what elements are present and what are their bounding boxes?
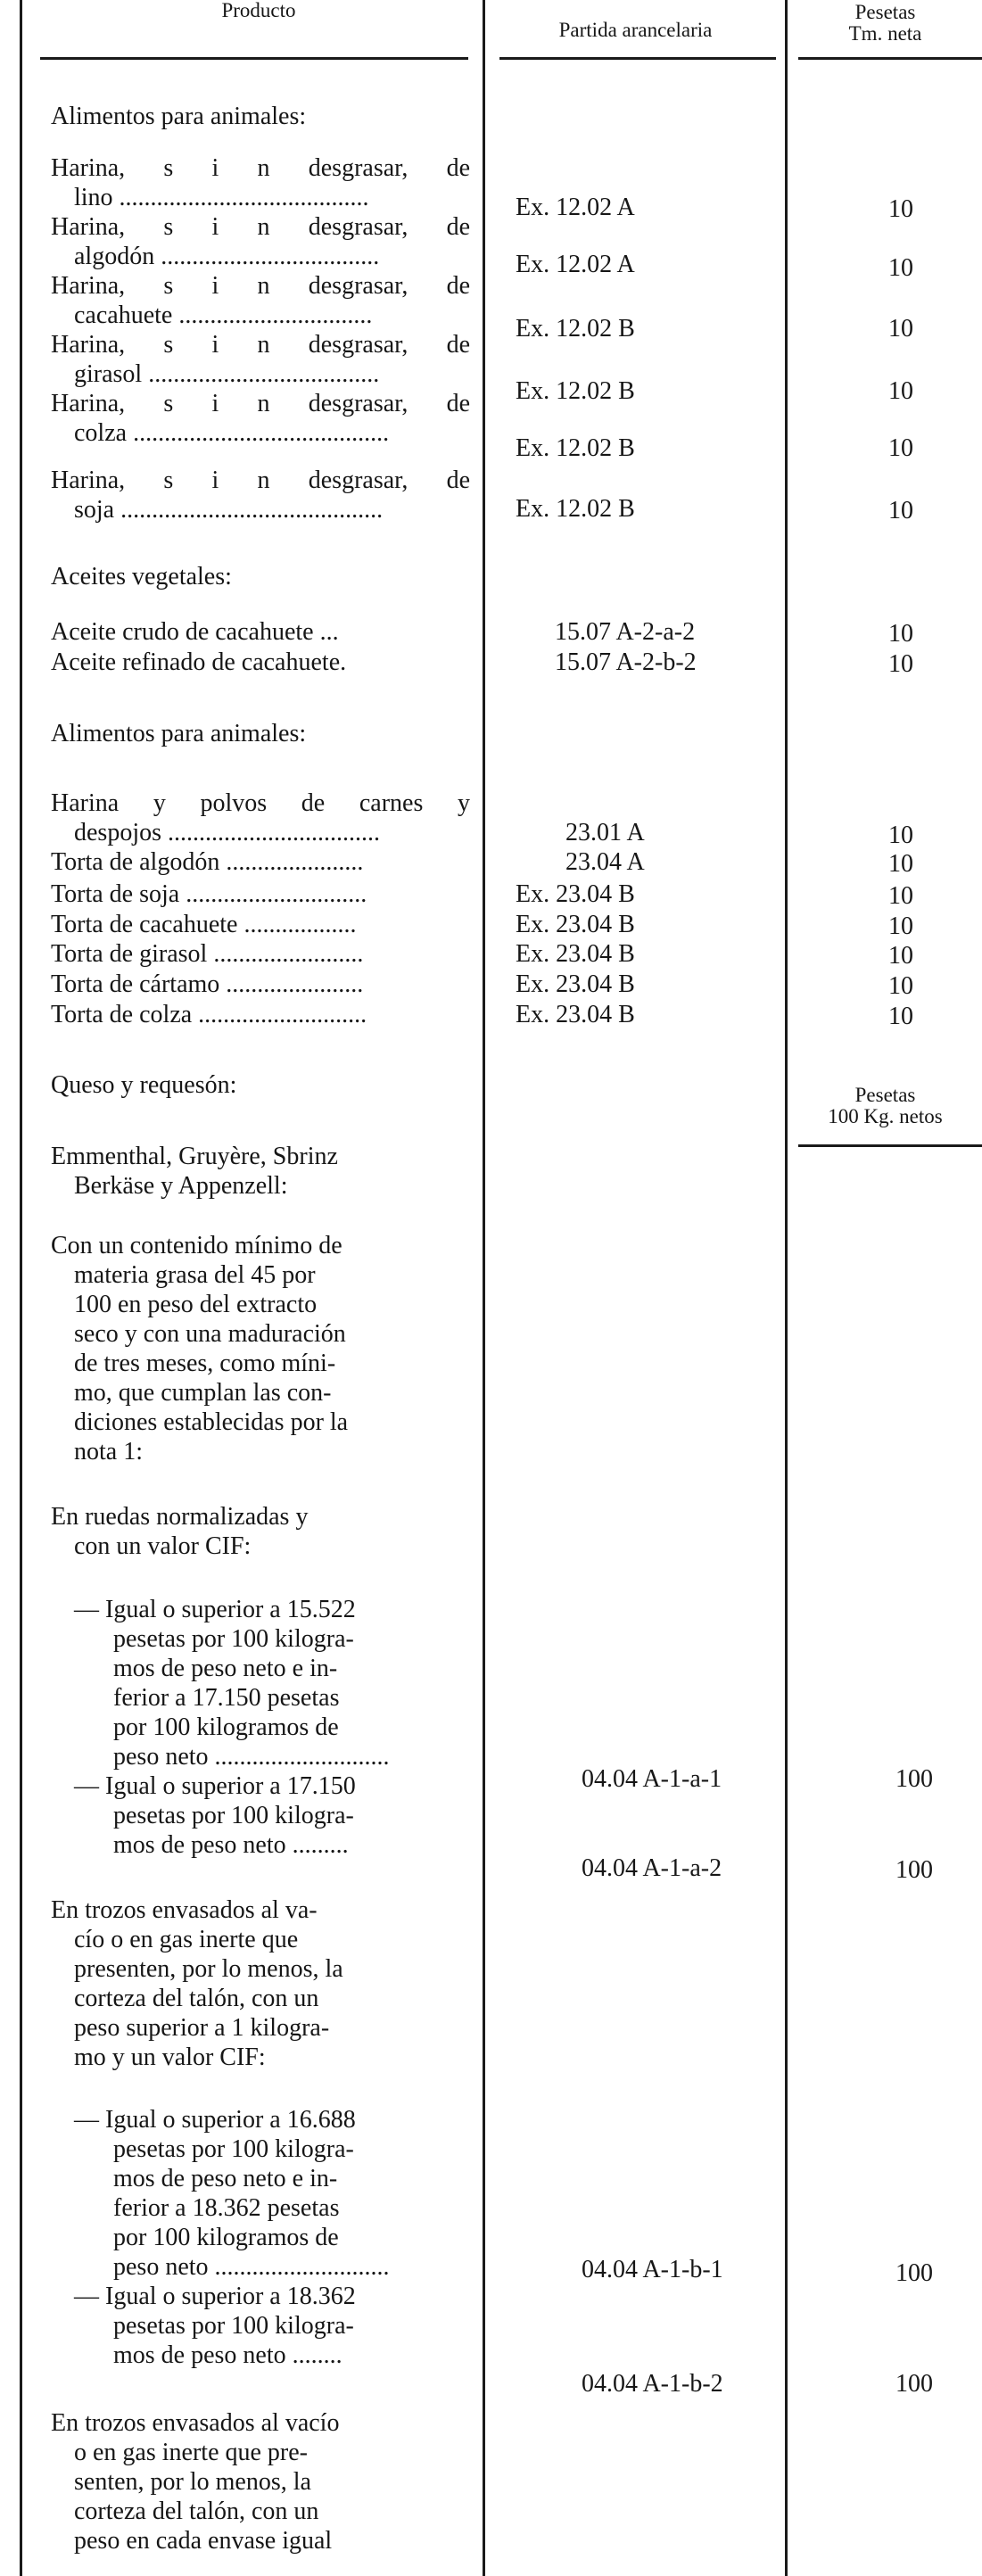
tariff-code: Ex. 12.02 B bbox=[516, 434, 635, 462]
pesetas-value: 10 bbox=[888, 497, 913, 524]
paragraph-line: de tres meses, como míni- bbox=[74, 1350, 336, 1377]
header-pesetas-tm-1: Pesetas bbox=[854, 1, 916, 23]
tariff-code: 23.01 A bbox=[565, 819, 645, 846]
bullet-line: pesetas por 100 kilogra- bbox=[113, 1802, 354, 1829]
section-heading: Alimentos para animales: bbox=[51, 720, 307, 747]
paragraph-line: diciones establecidas por la bbox=[74, 1408, 349, 1436]
paragraph-line: mo y un valor CIF: bbox=[74, 2043, 266, 2071]
tariff-code: 15.07 A-2-a-2 bbox=[555, 618, 696, 646]
pesetas-value: 10 bbox=[888, 972, 913, 1000]
pesetas-value: 10 bbox=[888, 850, 913, 878]
pesetas-value: 10 bbox=[888, 1003, 913, 1030]
pesetas-value: 100 bbox=[895, 2259, 933, 2287]
column-divider-2 bbox=[785, 0, 788, 2576]
tariff-code: Ex. 23.04 B bbox=[516, 1001, 635, 1028]
paragraph-line: nota 1: bbox=[74, 1438, 143, 1466]
product-line: cacahuete ............................... bbox=[74, 301, 373, 329]
tariff-code: Ex. 12.02 B bbox=[516, 495, 635, 523]
product-line: Harina, s i n desgrasar, de bbox=[51, 466, 470, 494]
pesetas-value: 10 bbox=[888, 620, 913, 648]
tariff-code: Ex. 23.04 B bbox=[516, 970, 635, 998]
paragraph-line: o en gas inerte que pre- bbox=[74, 2439, 308, 2466]
paragraph-line: En trozos envasados al vacío bbox=[51, 2409, 340, 2437]
pesetas-value: 10 bbox=[888, 434, 913, 462]
paragraph-line: mo, que cumplan las con- bbox=[74, 1379, 332, 1407]
product-line: Torta de girasol ........................ bbox=[51, 940, 364, 968]
column-divider-1 bbox=[483, 0, 485, 2576]
pesetas-value: 10 bbox=[888, 942, 913, 970]
bullet-line: mos de peso neto ........ bbox=[113, 2341, 342, 2369]
product-line: Torta de colza ........................... bbox=[51, 1001, 367, 1028]
subheader-rule-pesetas-kg bbox=[798, 1144, 982, 1147]
paragraph-line: cío o en gas inerte que bbox=[74, 1926, 299, 1953]
bullet-line: — Igual o superior a 18.362 bbox=[74, 2283, 356, 2310]
header-pesetas-tm-2: Tm. neta bbox=[848, 22, 922, 45]
pesetas-value: 10 bbox=[888, 912, 913, 940]
bullet-line: — Igual o superior a 15.522 bbox=[74, 1596, 356, 1623]
bullet-line: por 100 kilogramos de bbox=[113, 1713, 339, 1741]
pesetas-value: 10 bbox=[888, 822, 913, 849]
paragraph-line: En ruedas normalizadas y bbox=[51, 1503, 309, 1531]
product-line: Torta de algodón ...................... bbox=[51, 848, 364, 876]
bullet-line: peso neto ............................ bbox=[113, 2253, 390, 2281]
tariff-code: 23.04 A bbox=[565, 848, 645, 876]
subsection-heading: Emmenthal, Gruyère, Sbrinz bbox=[51, 1143, 338, 1170]
bullet-line: peso neto ............................ bbox=[113, 1743, 390, 1771]
tariff-code: 04.04 A-1-a-1 bbox=[582, 1765, 722, 1793]
paragraph-line: peso en cada envase igual bbox=[74, 2527, 333, 2555]
bullet-line: pesetas por 100 kilogra- bbox=[113, 1625, 354, 1653]
paragraph-line: presenten, por lo menos, la bbox=[74, 1955, 343, 1983]
product-line: Aceite refinado de cacahuete. bbox=[51, 648, 347, 676]
pesetas-value: 10 bbox=[888, 195, 913, 223]
product-line: girasol ..................................... bbox=[74, 360, 380, 388]
bullet-line: por 100 kilogramos de bbox=[113, 2224, 339, 2251]
header-pesetas-kg-2: 100 Kg. netos bbox=[828, 1105, 943, 1127]
bullet-line: ferior a 18.362 pesetas bbox=[113, 2194, 340, 2222]
paragraph-line: 100 en peso del extracto bbox=[74, 1291, 318, 1318]
bullet-line: — Igual o superior a 16.688 bbox=[74, 2106, 356, 2134]
product-line: despojos .................................. bbox=[74, 819, 380, 846]
tariff-code: 04.04 A-1-a-2 bbox=[582, 1854, 722, 1882]
pesetas-value: 10 bbox=[888, 377, 913, 405]
paragraph-line: materia grasa del 45 por bbox=[74, 1261, 316, 1289]
tariff-code: 04.04 A-1-b-2 bbox=[582, 2370, 723, 2398]
product-line: Harina, s i n desgrasar, de bbox=[51, 331, 470, 359]
product-line: Aceite crudo de cacahuete ... bbox=[51, 618, 339, 646]
product-line: Torta de soja ............................. bbox=[51, 880, 367, 908]
paragraph-line: peso superior a 1 kilogra- bbox=[74, 2014, 330, 2042]
product-line: colza ......................................... bbox=[74, 419, 390, 447]
product-line: soja .......................................... bbox=[74, 496, 384, 524]
pesetas-value: 10 bbox=[888, 254, 913, 282]
product-line: Torta de cártamo ...................... bbox=[51, 970, 364, 998]
section-heading: Aceites vegetales: bbox=[51, 563, 232, 590]
pesetas-value: 10 bbox=[888, 882, 913, 910]
paragraph-line: seco y con una maduración bbox=[74, 1320, 346, 1348]
paragraph-line: corteza del talón, con un bbox=[74, 1985, 319, 2012]
tariff-code: Ex. 23.04 B bbox=[516, 940, 635, 968]
product-line: Harina, s i n desgrasar, de bbox=[51, 272, 470, 300]
product-line: Harina, s i n desgrasar, de bbox=[51, 213, 470, 241]
tariff-code: Ex. 12.02 B bbox=[516, 315, 635, 343]
section-heading: Queso y requesón: bbox=[51, 1071, 237, 1099]
product-line: lino ........................................ bbox=[74, 184, 369, 211]
pesetas-value: 10 bbox=[888, 315, 913, 343]
section-heading: Alimentos para animales: bbox=[51, 103, 307, 130]
tariff-code: Ex. 12.02 A bbox=[516, 194, 635, 221]
tariff-code: Ex. 12.02 A bbox=[516, 251, 635, 278]
header-rule-partida bbox=[499, 57, 776, 60]
bullet-line: pesetas por 100 kilogra- bbox=[113, 2312, 354, 2340]
product-line: Harina y polvos de carnes y bbox=[51, 789, 470, 817]
bullet-line: mos de peso neto e in- bbox=[113, 1655, 338, 1682]
header-rule-pesetas bbox=[798, 57, 982, 60]
pesetas-value: 100 bbox=[895, 1856, 933, 1884]
product-line: Harina, s i n desgrasar, de bbox=[51, 390, 470, 417]
paragraph-line: senten, por lo menos, la bbox=[74, 2468, 311, 2496]
tariff-code: 15.07 A-2-b-2 bbox=[555, 648, 697, 676]
pesetas-value: 100 bbox=[895, 2370, 933, 2398]
tariff-code: Ex. 23.04 B bbox=[516, 880, 635, 908]
tariff-code: Ex. 12.02 B bbox=[516, 377, 635, 405]
pesetas-value: 10 bbox=[888, 650, 913, 678]
product-line: algodón ................................... bbox=[74, 243, 380, 270]
tariff-code: 04.04 A-1-b-1 bbox=[582, 2256, 723, 2283]
header-partida: Partida arancelaria bbox=[558, 19, 713, 41]
subsection-heading: Berkäse y Appenzell: bbox=[74, 1172, 288, 1200]
paragraph-line: con un valor CIF: bbox=[74, 1532, 252, 1560]
tariff-code: Ex. 23.04 B bbox=[516, 911, 635, 938]
header-pesetas-kg-1: Pesetas bbox=[854, 1084, 916, 1106]
bullet-line: ferior a 17.150 pesetas bbox=[113, 1684, 340, 1712]
bullet-line: mos de peso neto ......... bbox=[113, 1831, 349, 1859]
product-line: Harina, s i n desgrasar, de bbox=[51, 154, 470, 182]
paragraph-line: corteza del talón, con un bbox=[74, 2498, 319, 2525]
bullet-line: — Igual o superior a 17.150 bbox=[74, 1772, 356, 1800]
header-rule-producto bbox=[40, 57, 468, 60]
left-border bbox=[20, 0, 22, 2576]
product-line: Torta de cacahuete .................. bbox=[51, 911, 357, 938]
paragraph-line: En trozos envasados al va- bbox=[51, 1896, 318, 1924]
bullet-line: mos de peso neto e in- bbox=[113, 2165, 338, 2192]
header-producto: Producto bbox=[221, 0, 296, 21]
bullet-line: pesetas por 100 kilogra- bbox=[113, 2135, 354, 2163]
pesetas-value: 100 bbox=[895, 1765, 933, 1793]
paragraph-line: Con un contenido mínimo de bbox=[51, 1232, 342, 1259]
